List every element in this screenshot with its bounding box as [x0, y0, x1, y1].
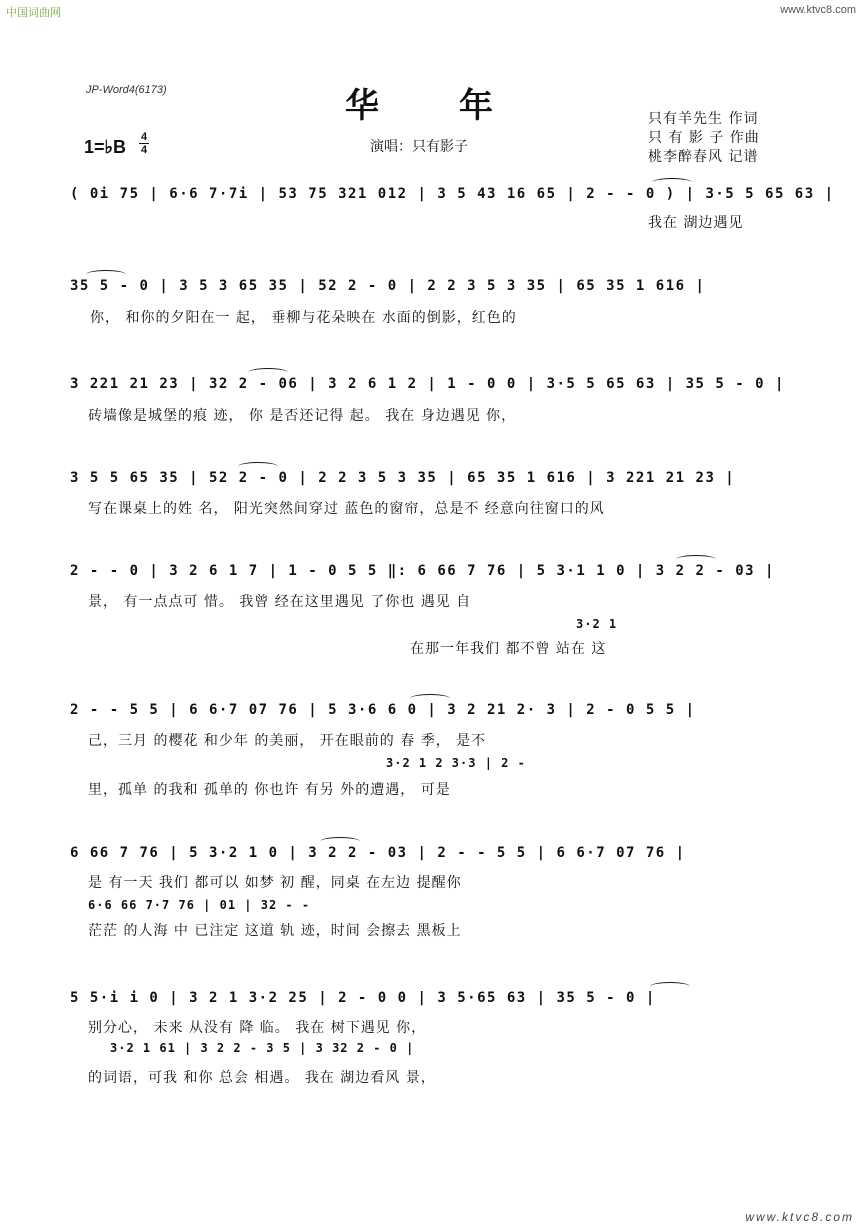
lyric-system-7-line-2: 茫茫 的人海 中 已注定 这道 轨 迹，时间 会擦去 黑板上	[88, 923, 462, 939]
sub-notation-system-5: 3·2 1	[576, 617, 618, 631]
notation-system-5: 2 - - 0 | 3 2 6 1 7 | 1 - 0 5 5 ‖: 6 66 7 76 | 5 3·1 1 0 | 3 2 2 - 03 |	[70, 563, 775, 579]
singer-credit: 演唱：只有影子	[370, 139, 468, 155]
composer-credit: 只 有 影 子 作曲	[648, 130, 760, 146]
slur	[248, 368, 288, 377]
notation-system-6: 2 - - 5 5 | 6 6·7 07 76 | 5 3·6 6 0 | 3 2 21 2· 3 | 2 - 0 5 5 |	[70, 702, 696, 718]
notation-system-3: 3 221 21 23 | 32 2 - 06 | 3 2 6 1 2 | 1 - 0 0 | 3·5 5 65 63 | 35 5 - 0 |	[70, 376, 785, 392]
notation-system-8: 5 5·i i 0 | 3 2 1 3·2 25 | 2 - 0 0 | 3 5·65 63 | 35 5 - 0 |	[70, 990, 656, 1006]
time-signature	[139, 131, 149, 156]
slur	[238, 462, 278, 471]
song-title: 华年	[345, 86, 573, 126]
lyric-system-5-line-2: 在那一年我们 都不曾 站在 这	[410, 641, 607, 657]
lyric-system-6-line-1: 己，三月 的樱花 和少年 的美丽， 开在眼前的 春 季， 是不	[88, 733, 487, 749]
slur	[676, 555, 716, 564]
site-url: www.ktvc8.com	[780, 4, 856, 16]
key-signature: 1=♭B	[84, 137, 127, 157]
site-name: 中国词曲网	[6, 6, 61, 19]
lyric-system-8-line-2: 的词语，可我 和你 总会 相遇。 我在 湖边看风 景，	[88, 1070, 436, 1086]
lyric-system-8-line-1: 别分心， 未来 从没有 降 临。 我在 树下遇见 你，	[88, 1020, 427, 1036]
notation-system-4: 3 5 5 65 35 | 52 2 - 0 | 2 2 3 5 3 35 | 65 35 1 616 | 3 221 21 23 |	[70, 470, 736, 486]
sub-notation-system-7: 6·6 66 7·7 76 | 01 | 32 - -	[88, 898, 311, 912]
slur	[650, 982, 690, 991]
lyric-system-7-line-1: 是 有一天 我们 都可以 如梦 初 醒，同桌 在左边 提醒你	[88, 875, 462, 891]
footer-url: www.ktvc8.com	[745, 1210, 854, 1224]
lyric-system-4: 写在课桌上的姓 名， 阳光突然间穿过 蓝色的窗帘，总是不 经意向往窗口的风	[88, 501, 605, 517]
lyric-system-5-line-1: 景， 有一点点可 惜。 我曾 经在这里遇见 了你也 遇见 自	[88, 594, 472, 610]
time-bottom: 4	[140, 144, 148, 156]
time-top: 4	[140, 131, 148, 143]
sub-notation-system-8: 3·2 1 61 | 3 2 2 - 3 5 | 3 32 2 - 0 |	[110, 1041, 415, 1055]
slur	[410, 694, 450, 703]
slur	[86, 270, 126, 279]
lyric-system-3: 砖墙像是城堡的痕 迹， 你 是否还记得 起。 我在 身边遇见 你，	[88, 408, 517, 424]
software-label: JP-Word4(6173)	[86, 84, 167, 96]
notation-system-2: 35 5 - 0 | 3 5 3 65 35 | 52 2 - 0 | 2 2 3 5 3 35 | 65 35 1 616 |	[70, 278, 706, 294]
sub-notation-system-6: 3·2 1 2 3·3 | 2 -	[386, 756, 526, 770]
lyricist-credit: 只有羊先生 作词	[648, 111, 759, 127]
lyric-system-2: 你， 和你的夕阳在一 起， 垂柳与花朵映在 水面的倒影，红色的	[90, 310, 517, 326]
notation-system-7: 6 66 7 76 | 5 3·2 1 0 | 3 2 2 - 03 | 2 - - 5 5 | 6 6·7 07 76 |	[70, 845, 686, 861]
lyric-system-1: 我在 湖边遇见	[648, 215, 744, 231]
slur	[320, 837, 360, 846]
transcriber-credit: 桃李醉春风 记谱	[648, 149, 759, 165]
slur	[652, 178, 692, 187]
lyric-system-6-line-2: 里，孤单 的我和 孤单的 你也许 有另 外的遭遇， 可是	[88, 782, 451, 798]
notation-system-1: ( 0i 75 | 6·6 7·7i | 53 75 321 012 | 3 5 43 16 65 | 2 - - 0 ) | 3·5 5 65 63 |	[70, 186, 835, 202]
